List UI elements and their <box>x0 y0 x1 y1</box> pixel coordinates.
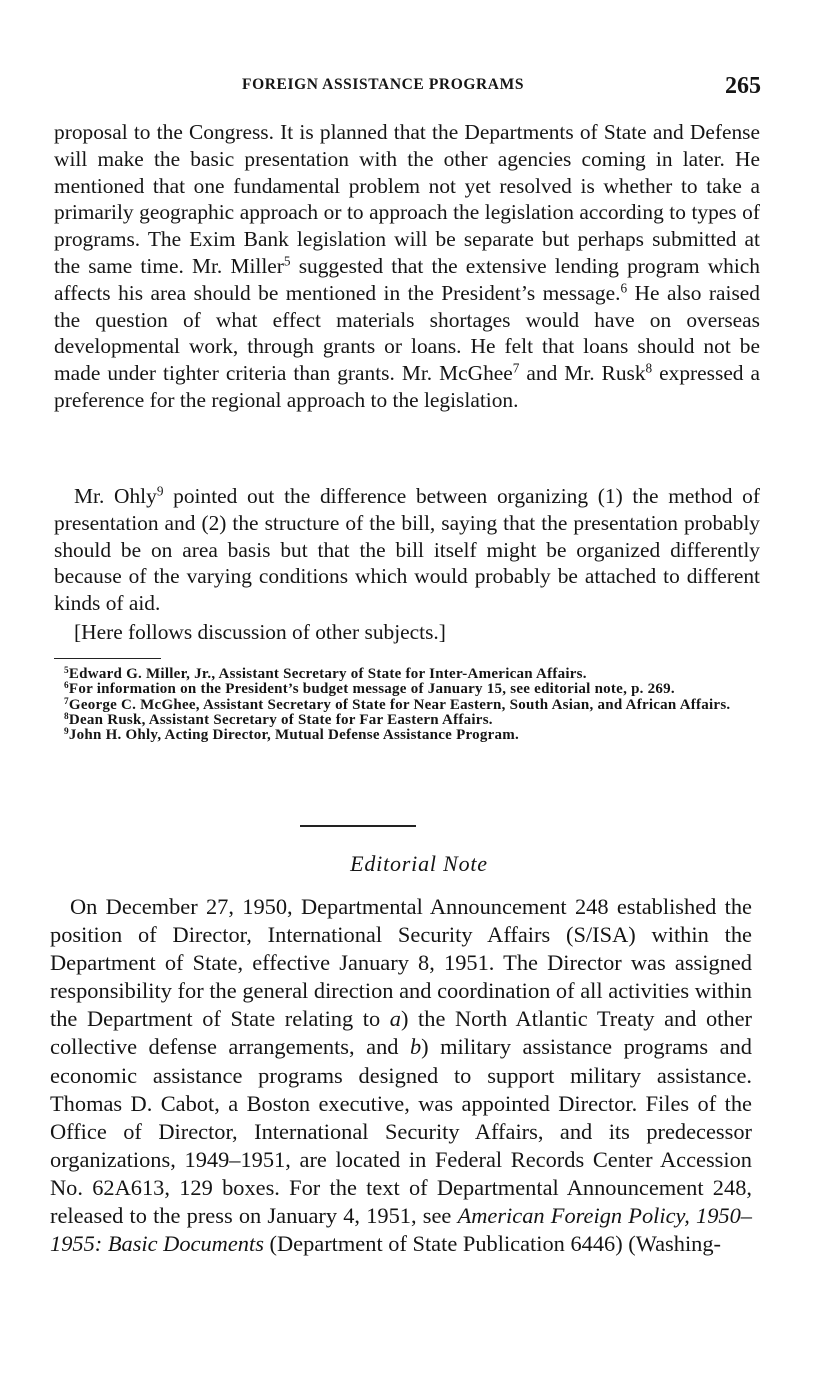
publication-title: American Foreign Policy, 1950–1955: Basic Documents <box>50 1203 752 1257</box>
section-divider <box>300 825 416 827</box>
footnotes <box>52 667 760 743</box>
footnote-ref-9: 9 <box>156 483 164 499</box>
running-head: FOREIGN ASSISTANCE PROGRAMS <box>242 76 525 93</box>
footnote-text: John H. Ohly, Acting Director, Mutual Defense Assistance Program. <box>68 727 520 744</box>
paragraph-1-text-c: He also raised the question of what effect materials shortages would have on overseas developmental work, through grants or loans. He felt that loans should not be made under tighter criteria than grants. Mr. McGhee <box>54 280 760 386</box>
page-number: 265 <box>725 73 761 99</box>
paragraph-2-text-a: Mr. Ohly <box>74 484 157 508</box>
editorial-text-d: (Department of State Publication 6446) (Washing- <box>263 1231 722 1257</box>
editorial-text-a: On December 27, 1950, Departmental Announcement 248 established the position of Director, International Security Affairs (S/ISA) within the Department of State, effective January 8, 1951. The Director was assigned responsibility for the general direction and coordination of all activities within the Department of State relating to <box>50 894 752 1032</box>
footnote-number: 5 <box>64 665 69 676</box>
footnote-text: George C. McGhee, Assistant Secretary of State for Near Eastern, South Asian, and African Affairs. <box>68 696 731 713</box>
footnote-ref-6: 6 <box>620 280 628 296</box>
footnote-5 <box>52 667 760 682</box>
editorial-item-b: b <box>409 1034 422 1060</box>
footnote-text: Dean Rusk, Assistant Secretary of State for Far Eastern Affairs. <box>68 711 493 728</box>
editorial-note-paragraph <box>50 893 752 1258</box>
editorial-text-b: ) the North Atlantic Treaty and other collective defense arrangements, and <box>50 1006 752 1060</box>
footnote-ref-8: 8 <box>645 360 653 376</box>
footnote-number: 8 <box>64 711 69 722</box>
paragraph-1-text-d: and Mr. Rusk <box>519 361 646 386</box>
footnote-ref-5: 5 <box>283 253 291 269</box>
paragraph-3: [Here follows discussion of other subjects.] <box>74 620 446 644</box>
editorial-item-a: a <box>389 1006 401 1032</box>
footnote-number: 9 <box>64 727 69 738</box>
paragraph-1-text-b: suggested that the extensive lending program which affects his area should be mentioned in the President’s message. <box>54 253 760 305</box>
footnote-number: 6 <box>64 681 69 692</box>
footnote-text: Edward G. Miller, Jr., Assistant Secretary of State for Inter-American Affairs. <box>68 666 587 682</box>
footnote-number: 7 <box>64 696 69 707</box>
footnote-ref-7: 7 <box>512 360 520 376</box>
paragraph-2 <box>54 483 760 617</box>
footnote-6 <box>52 682 760 697</box>
footnote-text: For information on the President’s budget message of January 15, see editorial note, p. 269. <box>68 681 675 698</box>
footnote-divider <box>54 658 161 659</box>
editorial-note-title: Editorial Note <box>350 851 488 876</box>
paragraph-2-text-b: pointed out the difference between organizing (1) the method of presentation and (2) the structure of the bill, saying that the presentation probably should be on area basis but that the bill itself might be organized differently because of the varying conditions which would probably be attached to different kinds of aid. <box>54 484 760 616</box>
footnote-7 <box>52 698 760 713</box>
paragraph-1-text-e: expressed a preference for the regional approach to the legislation. <box>54 361 760 412</box>
footnote-8 <box>52 713 760 728</box>
editorial-text-c: ) military assistance programs and economic assistance programs designed to support military assistance. Thomas D. Cabot, a Boston executive, was appointed Director. Files of the Office of Director, International Security Affairs, and its predecessor organizations, 1949–1951, are located in Federal Records Center Accession No. 62A613, 129 boxes. For the text of Departmental Announcement 248, released to the press on January 4, 1951, see <box>50 1034 752 1229</box>
paragraph-1 <box>54 119 760 414</box>
footnote-9 <box>52 728 760 743</box>
paragraph-1-text-a: proposal to the Congress. It is planned that the Departments of State and Defense will make the basic presentation with the other agencies coming in later. He mentioned that one fundamental problem not yet resolved is whether to take a primarily geographic approach or to approach the legislation according to types of programs. The Exim Bank legislation will be separate but perhaps submitted at the same time. Mr. Miller <box>54 120 760 278</box>
